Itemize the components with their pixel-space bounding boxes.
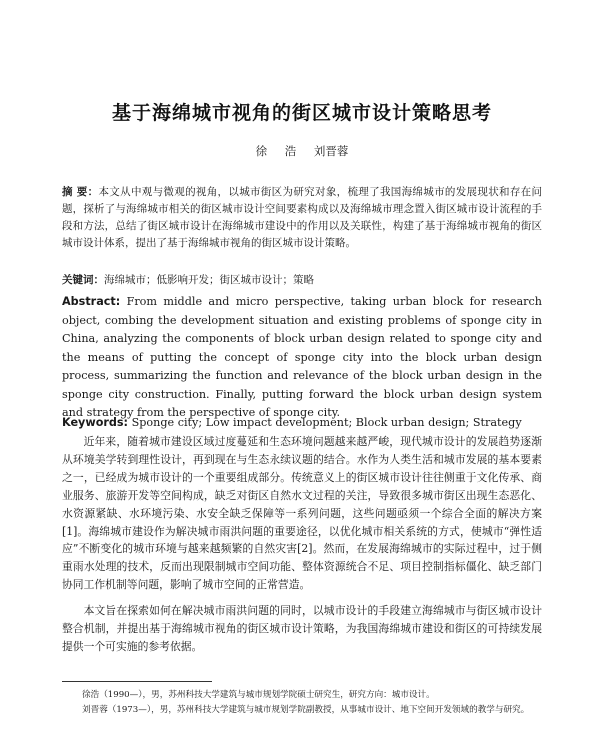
footnote-1: 徐浩（1990—），男，苏州科技大学建筑与城市规划学院硕士研究生，研究方向：城市设计。 [82, 690, 435, 700]
paper-title: 基于海绵城市视角的街区城市设计策略思考 [111, 102, 492, 124]
abstract-en-text: From middle and micro perspective, taking urban block for research object, combing the development situation and existing problems of sponge city in China, analyzing the components of block urban design related to sponge city and the means of putting the concept of sponge city into the block urban design process, summarizing the function and relevance of the block urban design in the sponge city construction. Finally, putting forward the block urban design system and strategy from the perspective of sponge city. [62, 295, 542, 419]
body-paragraph-1: 近年来，随着城市建设区域过度蔓延和生态环境问题越来越严峻，现代城市设计的发展趋势逐渐从环境美学转到理性设计，再到现在与生态永续议题的结合。水作为人类生活和城市发展的基本要素之一，已经成为城市设计的一个重要组成部分。传统意义上的街区城市设计往往侧重于文化传承、商业服务、旅游开发等空间构成，缺乏对街区自然水文过程的关注，导致很多城市街区出现生态恶化、水资源紧缺、水环境污染、水安全缺乏保障等一系列问题，这些问题亟须一个综合全面的解决方案[1]。海绵城市建设作为解决城市雨洪问题的重要途径，以优化城市相关系统的方式，使城市“弹性适应”不断变化的城市环境与越来越频繁的自然灾害[2]。然而，在发展海绵城市的实际过程中，过于侧重雨水处理的技术，反而出现限制城市空间功能、整体资源统合不足、项目控制指标僵化、缺乏部门协同工作机制等问题，影响了城市空间的正常营造。 [62, 435, 542, 592]
keywords-cn-text: 海绵城市；低影响开发；街区城市设计；策略 [104, 274, 314, 286]
abstract-cn-label: 摘 要： [62, 186, 99, 198]
keywords-en [62, 414, 542, 431]
authors: 徐 浩 刘晋蓉 [255, 144, 349, 158]
body-paragraph-2: 本文旨在探索如何在解决城市雨洪问题的同时，以城市设计的手段建立海绵城市与街区城市设计整合机制，并提出基于海绵城市视角的街区城市设计策略，为我国海绵城市建设和街区的可持续发展提供一个可实施的参考依据。 [62, 604, 542, 653]
abstract-en-label: Abstract: [62, 295, 121, 308]
keywords-en-text: Sponge city; Low impact development; Block urban design; Strategy [131, 416, 522, 429]
abstract-cn-text: 本文从中观与微观的视角，以城市街区为研究对象，梳理了我国海绵城市的发展现状和存在问题，探析了与海绵城市相关的街区城市设计空间要素构成以及海绵城市理念置入街区城市设计流程的手段和方法，总结了街区城市设计在海绵城市建设中的作用以及关联性，构建了基于海绵城市视角的街区城市设计体系，提出了基于海绵城市视角的街区城市设计策略。 [62, 186, 543, 249]
keywords-cn-label: 关键词： [62, 274, 104, 286]
abstract-cn [62, 184, 542, 252]
keywords-cn [62, 272, 542, 289]
footnote-divider [62, 681, 212, 682]
footnote-2: 刘晋蓉（1973—），男，苏州科技大学建筑与城市规划学院副教授，从事城市设计、地下空间开发领域的教学与研究。 [82, 705, 530, 715]
abstract-en [62, 293, 542, 423]
keywords-en-label: Keywords: [62, 416, 129, 429]
